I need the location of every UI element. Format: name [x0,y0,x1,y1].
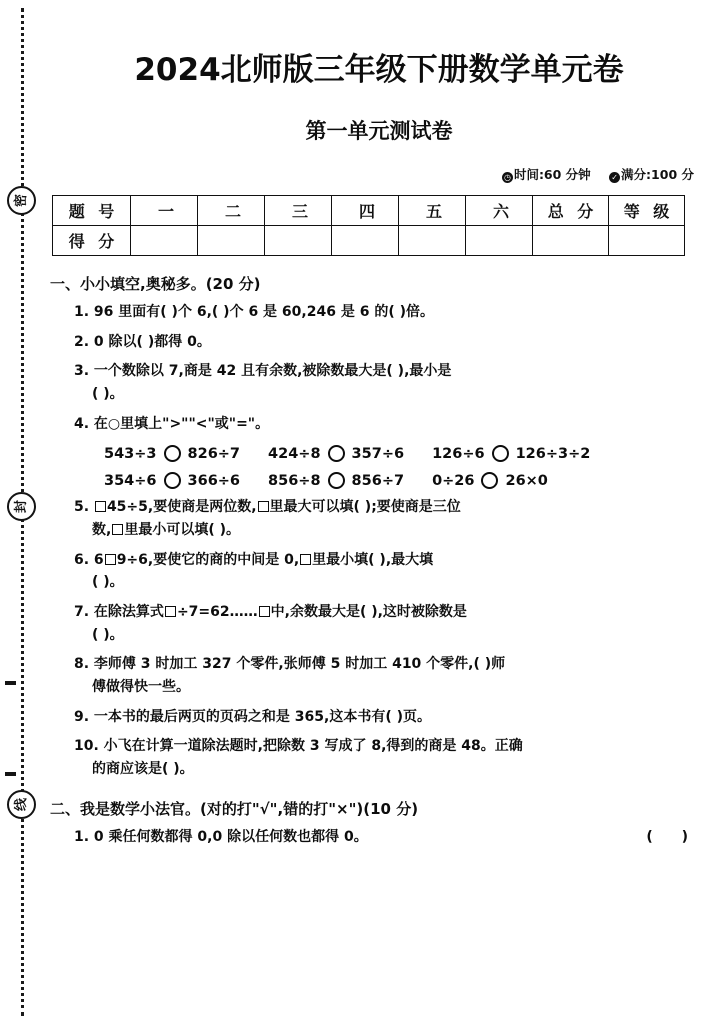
score-table [52,195,685,256]
score-cell-total[interactable] [533,226,609,256]
compare-row-2 [104,472,710,489]
question-1-10 [74,735,710,780]
table-row-header [53,196,685,226]
exam-meta [48,165,694,183]
check-circle-icon: ✓ [609,172,620,183]
page-subtitle: 第一单元测试卷 [305,119,453,143]
score-cell-2[interactable] [198,226,265,256]
compare-right-2-2: 856÷7 [351,472,405,489]
compare-left-1-2: 424÷8 [268,445,321,462]
score-cell-grade[interactable] [609,226,685,256]
question-1-3-line2: ( )。 [92,386,124,403]
page-title: 2024北师版三年级下册数学单元卷 [134,52,624,88]
question-1-5 [74,496,710,541]
table-col-3: 三 [265,196,332,226]
question-1-3 [74,360,710,405]
section-1-questions-continued [48,496,710,780]
compare-left-2-3: 0÷26 [432,472,475,489]
compare-pair-2-2 [268,472,404,489]
question-2-1 [74,826,710,849]
question-1-1 [74,301,710,324]
exam-time [502,165,591,183]
question-1-3-line1: 3. 一个数除以 7,商是 42 且有余数,被除数最大是( ),最小是 [74,363,452,380]
blank-box-icon[interactable] [95,501,106,512]
question-2-1-line1: 1. 0 乘任何数都得 0,0 除以任何数也都得 0。 [74,828,368,845]
question-1-10-line1: 10. 小飞在计算一道除法题时,把除数 3 写成了 8,得到的商是 48。正确 [74,738,523,755]
question-1-2-line1: 2. 0 除以( )都得 0。 [74,333,211,350]
question-1-5-line1b: 45÷5,要使商是两位数, [106,499,257,516]
table-rowhead-question-no: 题 号 [53,196,131,226]
section-1-heading: 一、小小填空,奥秘多。(20 分) [50,275,261,293]
compare-circle-1-1[interactable] [164,445,181,462]
question-1-8-line2: 傅做得快一些。 [92,679,190,696]
seal-mark-mi: 密 [7,186,36,215]
compare-right-2-3: 26×0 [505,472,548,489]
blank-box-icon[interactable] [300,554,311,565]
clock-icon: ◷ [502,172,513,183]
worksheet-page [44,0,724,1024]
question-1-6-line1c: 里最小填( ),最大填 [312,551,434,568]
question-1-8-line1: 8. 李师傅 3 时加工 327 个零件,张师傅 5 时加工 410 个零件,( )师 [74,656,506,673]
question-1-5-prefix: 5. [74,499,94,516]
score-cell-6[interactable] [466,226,533,256]
section-2-questions [48,826,710,849]
compare-right-1-1: 826÷7 [187,445,241,462]
table-col-2: 二 [198,196,265,226]
blank-box-icon[interactable] [165,606,176,617]
question-1-2 [74,331,710,354]
table-col-grade: 等 级 [609,196,685,226]
score-cell-5[interactable] [399,226,466,256]
question-1-6-line1b: 9÷6,要使它的商的中间是 0, [116,551,300,568]
compare-circle-1-2[interactable] [328,445,345,462]
compare-right-1-2: 357÷6 [351,445,405,462]
question-1-7-prefix: 7. 在除法算式 [74,604,164,621]
exam-time-label: 时间:60 分钟 [513,167,591,182]
exam-full-score [609,165,694,183]
question-1-4 [74,413,710,436]
section-2-heading: 二、我是数学小法官。(对的打"√",错的打"×")(10 分) [50,799,419,818]
score-cell-1[interactable] [131,226,198,256]
question-1-6 [74,549,710,594]
binding-tick-mark-2 [5,772,16,776]
compare-right-2-1: 366÷6 [187,472,241,489]
compare-pair-2-3 [432,472,548,489]
question-1-7 [74,601,710,646]
exam-full-score-label: 满分:100 分 [621,167,694,182]
seal-mark-xian: 线 [7,790,36,819]
table-col-6: 六 [466,196,533,226]
compare-circle-2-1[interactable] [164,472,181,489]
question-1-5-line1c: 里最大可以填( );要使商是三位 [269,499,461,516]
question-1-7-line1b: ÷7=62…… [176,604,258,621]
question-1-4-line1: 4. 在○里填上">""<"或"="。 [74,415,270,432]
seal-mark-feng: 封 [7,492,36,521]
question-1-5-line2 [92,519,706,542]
compare-right-1-3: 126÷3÷2 [515,445,591,462]
section-1-questions [48,301,710,435]
question-1-7-line2: ( )。 [92,626,124,643]
compare-left-1-3: 126÷6 [432,445,485,462]
table-col-1: 一 [131,196,198,226]
blank-box-icon[interactable] [259,606,270,617]
table-col-5: 五 [399,196,466,226]
binding-margin [0,0,44,1024]
table-col-4: 四 [332,196,399,226]
question-1-6-prefix: 6. 6 [74,551,104,568]
compare-left-2-2: 856÷8 [268,472,321,489]
blank-box-icon[interactable] [258,501,269,512]
compare-pair-1-1 [104,445,240,462]
blank-box-icon[interactable] [112,524,123,535]
question-1-9-line1: 9. 一本书的最后两页的页码之和是 365,这本书有( )页。 [74,708,432,725]
table-row-score [53,226,685,256]
compare-row-1 [104,445,710,462]
question-1-1-line1: 1. 96 里面有( )个 6,( )个 6 是 60,246 是 6 的( )倍。 [74,304,434,320]
question-1-9 [74,706,710,729]
question-1-8 [74,653,710,698]
compare-pair-1-2 [268,445,404,462]
compare-circle-2-2[interactable] [328,472,345,489]
compare-circle-1-3[interactable] [492,445,509,462]
question-1-6-line2: ( )。 [92,574,124,591]
question-1-7-line1c: 中,余数最大是( ),这时被除数是 [270,604,467,621]
table-rowhead-score: 得 分 [53,226,131,256]
score-cell-3[interactable] [265,226,332,256]
blank-box-icon[interactable] [105,554,116,565]
question-1-5-line2a: 数, [92,522,112,539]
question-2-1-answer-paren[interactable]: ( ) [646,828,700,845]
question-1-10-line2: 的商应该是( )。 [92,761,194,778]
table-col-total: 总 分 [533,196,609,226]
compare-pair-2-1 [104,472,240,489]
score-cell-4[interactable] [332,226,399,256]
compare-left-2-1: 354÷6 [104,472,157,489]
compare-circle-2-3[interactable] [481,472,498,489]
question-1-5-line2b: 里最小可以填( )。 [124,522,240,539]
binding-tick-mark-1 [5,681,16,685]
compare-left-1-1: 543÷3 [104,445,157,462]
compare-pair-1-3 [432,445,590,462]
